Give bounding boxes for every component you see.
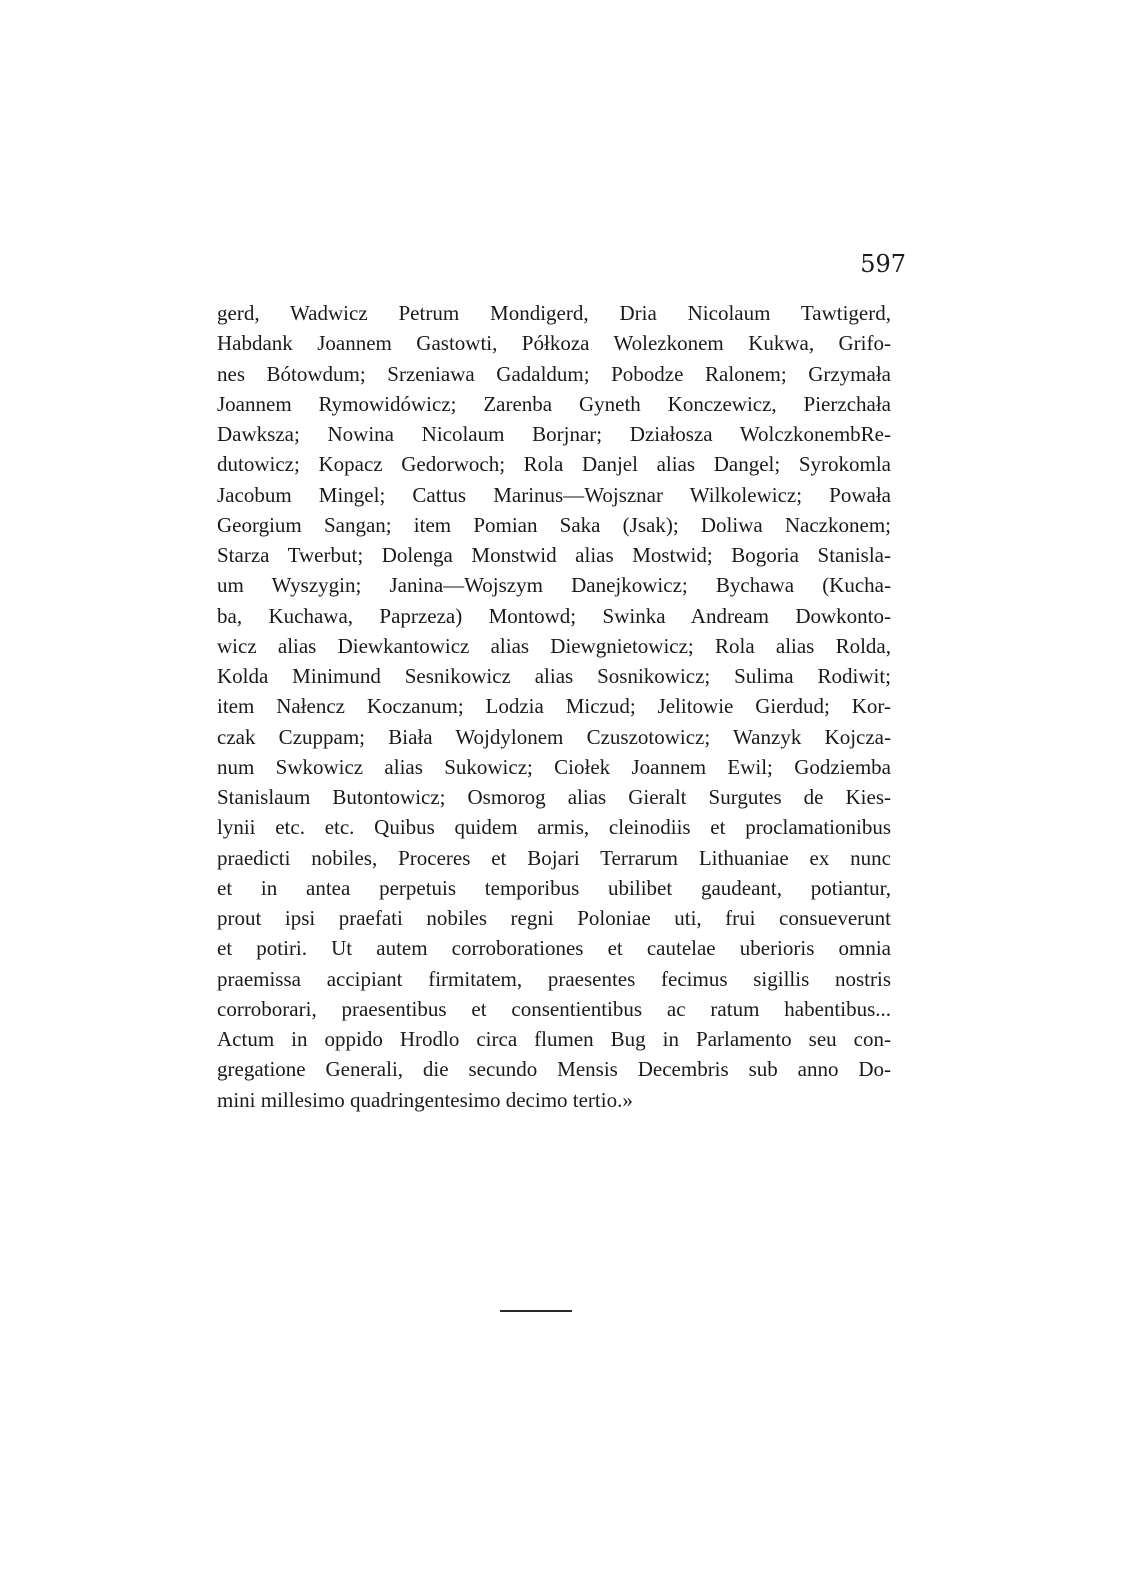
section-divider bbox=[500, 1310, 572, 1312]
text-line: lynii etc. etc. Quibus quidem armis, cleinodiis et proclamationibus bbox=[217, 815, 891, 840]
text-line: dutowicz; Kopacz Gedorwoch; Rola Danjel alias Dangel; Syrokomla bbox=[217, 452, 891, 477]
text-line: item Nałencz Koczanum; Lodzia Miczud; Jelitowie Gierdud; Kor- bbox=[217, 694, 891, 719]
body-text bbox=[217, 298, 891, 1115]
text-line: et in antea perpetuis temporibus ubilibet gaudeant, potiantur, bbox=[217, 875, 891, 900]
text-line: Stanislaum Butontowicz; Osmorog alias Gieralt Surgutes de Kies- bbox=[217, 785, 891, 809]
text-line: praemissa accipiant firmitatem, praesentes fecimus sigillis nostris bbox=[217, 966, 891, 991]
text-line: um Wyszygin; Janina—Wojszym Danejkowicz; Bychawa (Kucha- bbox=[217, 573, 891, 598]
text-line: Jacobum Mingel; Cattus Marinus—Wojsznar Wilkolewicz; Powała bbox=[217, 482, 891, 507]
text-line: Georgium Sangan; item Pomian Saka (Jsak); Doliwa Naczkonem; bbox=[217, 512, 891, 537]
text-line: prout ipsi praefati nobiles regni Poloniae uti, frui consueverunt bbox=[217, 906, 891, 930]
text-line: praedicti nobiles, Proceres et Bojari Terrarum Lithuaniae ex nunc bbox=[217, 845, 891, 870]
text-line: Kolda Minimund Sesnikowicz alias Sosnikowicz; Sulima Rodiwit; bbox=[217, 664, 891, 688]
text-line: wicz alias Diewkantowicz alias Diewgnietowicz; Rola alias Rolda, bbox=[217, 633, 891, 658]
text-line: num Swkowicz alias Sukowicz; Ciołek Joannem Ewil; Godziemba bbox=[217, 754, 891, 779]
text-line: Dawksza; Nowina Nicolaum Borjnar; Działosza WolczkonembRe- bbox=[217, 422, 891, 446]
text-line: Starza Twerbut; Dolenga Monstwid alias Mostwid; Bogoria Stanisla- bbox=[217, 543, 891, 567]
page-number: 597 bbox=[860, 250, 906, 278]
text-line: czak Czuppam; Biała Wojdylonem Czuszotowicz; Wanzyk Kojcza- bbox=[217, 724, 891, 749]
text-line: gregatione Generali, die secundo Mensis Decembris sub anno Do- bbox=[217, 1057, 891, 1082]
text-line: nes Bótowdum; Srzeniawa Gadaldum; Pobodze Ralonem; Grzymała bbox=[217, 361, 891, 386]
text-line: Actum in oppido Hrodlo circa flumen Bug in Parlamento seu con- bbox=[217, 1027, 891, 1051]
text-line: gerd, Wadwicz Petrum Mondigerd, Dria Nicolaum Tawtigerd, bbox=[217, 301, 891, 325]
text-line: ba, Kuchawa, Paprzeza) Montowd; Swinka Andream Dowkonto- bbox=[217, 603, 891, 628]
text-line: corroborari, praesentibus et consentientibus ac ratum habentibus... bbox=[217, 996, 891, 1021]
text-line: Habdank Joannem Gastowti, Półkoza Wolezkonem Kukwa, Grifo- bbox=[217, 331, 891, 356]
text-line: Joannem Rymowidówicz; Zarenba Gyneth Konczewicz, Pierzchała bbox=[217, 391, 891, 416]
text-line: mini millesimo quadringentesimo decimo tertio.» bbox=[217, 1087, 633, 1112]
text-line: et potiri. Ut autem corroborationes et cautelae uberioris omnia bbox=[217, 936, 891, 961]
